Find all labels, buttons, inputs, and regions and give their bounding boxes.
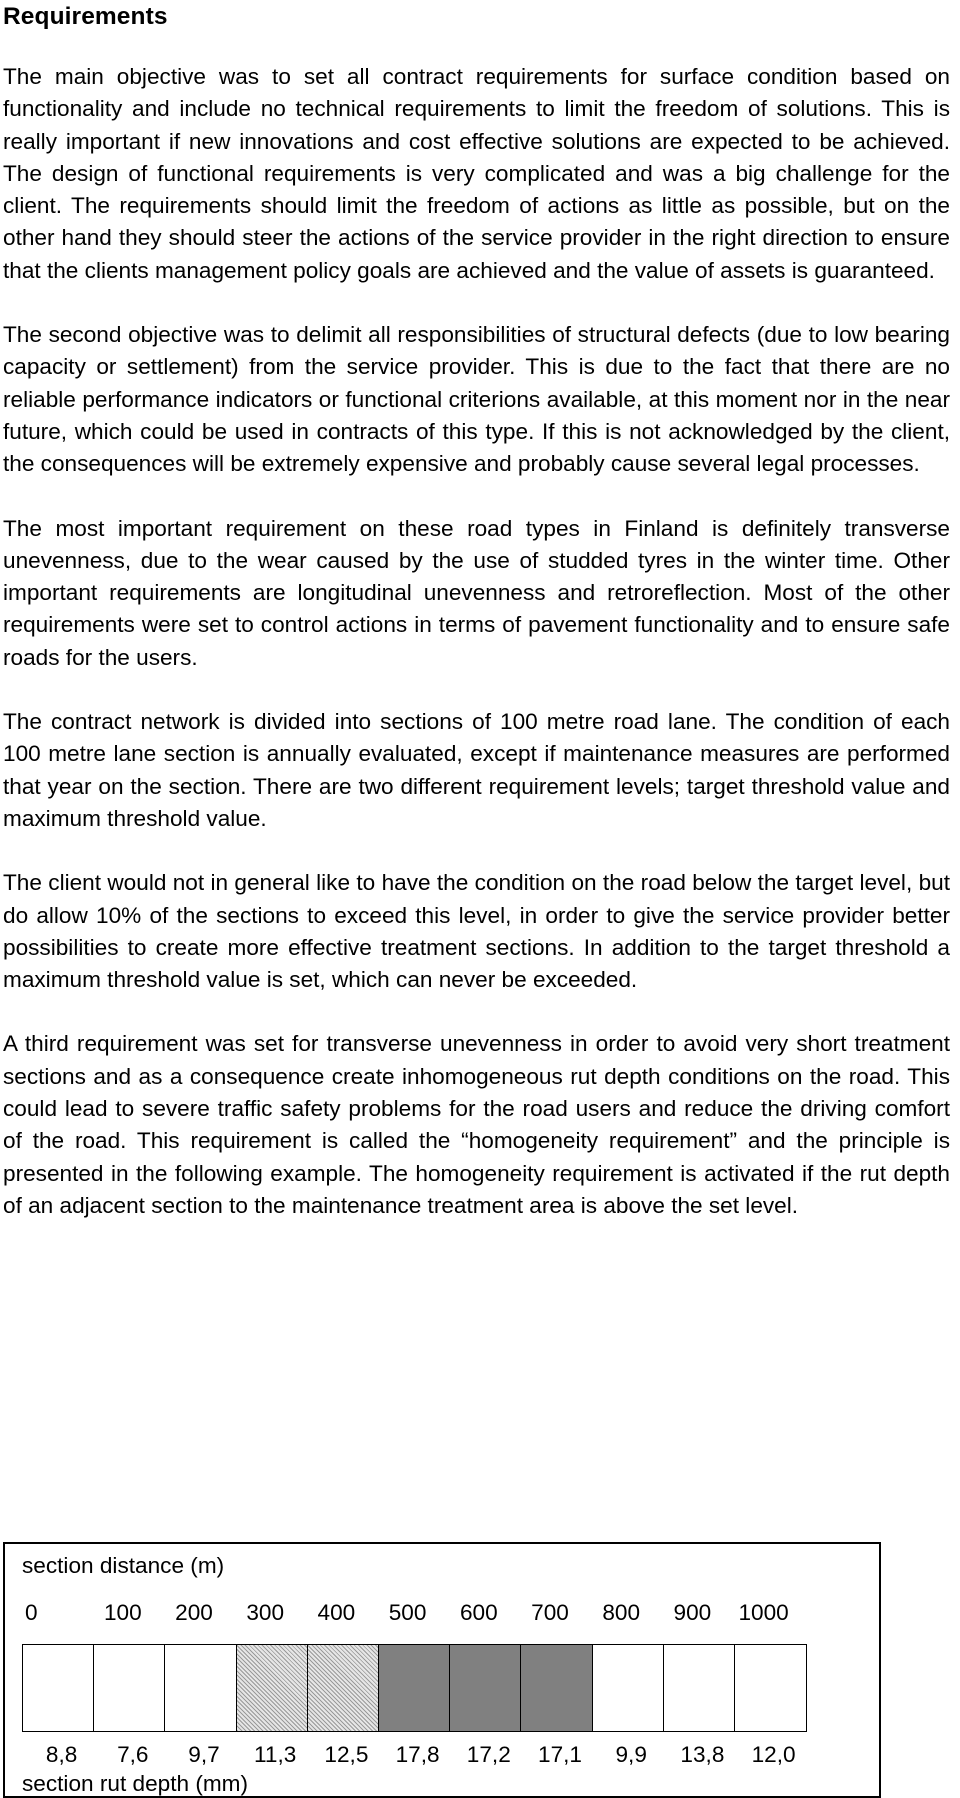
distance-tick-label: 900 — [673, 1600, 712, 1625]
section-cell-normal — [592, 1644, 665, 1732]
distance-tick-label: 700 — [531, 1600, 569, 1625]
section-cell-normal — [734, 1644, 807, 1732]
section-cell-hatched — [307, 1644, 380, 1732]
section-cell-hatched — [236, 1644, 309, 1732]
section-cell-normal — [22, 1644, 95, 1732]
section-cell-dark — [520, 1644, 593, 1732]
section-depth-value: 12,5 — [324, 1742, 369, 1767]
distance-tick-label: 500 — [388, 1600, 427, 1625]
distance-tick-label: 200 — [175, 1600, 213, 1625]
section-cell-dark — [378, 1644, 451, 1732]
paragraph-client-target-level: The client would not in general like to have the condition on the road below the target level, but do allow 10% of the sections to exceed this level, in order to give the service provider better possibilities to create more effective treatment sections. In addition to the target threshold a maximum threshold value is set, which can never be exceeded. — [3, 870, 950, 993]
section-depth-value: 17,1 — [538, 1742, 582, 1767]
section-cell-normal — [663, 1644, 736, 1732]
section-depth-value: 9,9 — [615, 1742, 647, 1767]
paragraph-important-requirement: The most important requirement on these road types in Finland is definitely transverse unevenness, due to the wear caused by the use of studded tyres in the winter time. Other important requirements are longitudinal unevenness and retroreflection. Most of the other requirements were set to control actions in terms of pavement functionality and to ensure safe roads for the users. — [3, 515, 950, 670]
distance-tick-label: 1000 — [738, 1600, 789, 1625]
section-distance-label: section distance (m) — [22, 1553, 225, 1578]
section-cell-normal — [164, 1644, 237, 1732]
section-cell-dark — [449, 1644, 522, 1732]
section-depth-value: 17,2 — [466, 1742, 511, 1767]
section-depth-value: 13,8 — [680, 1742, 725, 1767]
section-distance-ticks — [5, 1600, 879, 1626]
section-depth-values — [5, 1742, 879, 1768]
distance-tick-label: 300 — [246, 1600, 285, 1625]
section-depth-value: 9,7 — [188, 1742, 220, 1767]
section-cells — [22, 1644, 805, 1732]
distance-tick-label: 100 — [103, 1600, 142, 1625]
section-depth-value: 12,0 — [751, 1742, 796, 1767]
distance-tick-label: 400 — [317, 1600, 356, 1625]
section-depth-value: 7,6 — [117, 1742, 149, 1767]
section-cell-normal — [93, 1644, 166, 1732]
section-depth-value: 8,8 — [45, 1742, 78, 1767]
paragraph-homogeneity-requirement: A third requirement was set for transverse unevenness in order to avoid very short treatment sections and as a consequence create inhomogeneous rut depth conditions on the road. This could lead to severe traffic safety problems for the road users and reduce the driving comfort of the road. This requirement is called the “homogeneity requirement” and the principle is presented in the following example. The homogeneity requirement is activated if the rut depth of an adjacent section to the maintenance treatment area is above the set level. — [3, 1031, 950, 1218]
paragraph-main-objective: The main objective was to set all contract requirements for surface condition based on functionality and include no technical requirements to limit the freedom of solutions. This is really important if new innovations and cost effective solutions are expected to be achieved. The design of functional requirements is very complicated and was a big challenge for the client. The requirements should limit the freedom of actions as little as possible, but on the other hand they should steer the actions of the service provider in the right direction to ensure that the clients management policy goals are achieved and the value of assets is guaranteed. — [3, 64, 950, 283]
distance-tick-label: 600 — [459, 1600, 498, 1625]
distance-tick-label: 800 — [602, 1600, 641, 1625]
section-heading: Requirements — [3, 3, 168, 30]
section-depth-value: 11,3 — [254, 1742, 297, 1767]
paragraph-second-objective: The second objective was to delimit all responsibilities of structural defects (due to low bearing capacity or settlement) from the service provider. This is due to the fact that there are no reliable performance indicators or functional criterions available, at this moment nor in the near future, which could be used in contracts of this type. If this is not acknowledged by the client, the consequences will be extremely expensive and probably cause several legal processes. — [3, 322, 950, 477]
section-depth-value: 17,8 — [395, 1742, 440, 1767]
paragraph-contract-network: The contract network is divided into sections of 100 metre road lane. The condition of each 100 metre lane section is annually evaluated, except if maintenance measures are performed that year on the section. There are two different requirement levels; target threshold value and maximum threshold value. — [3, 709, 950, 831]
section-rut-depth-label: section rut depth (mm) — [22, 1771, 249, 1796]
distance-tick-label: 0 — [25, 1600, 38, 1625]
homogeneity-example-figure — [3, 1542, 881, 1798]
